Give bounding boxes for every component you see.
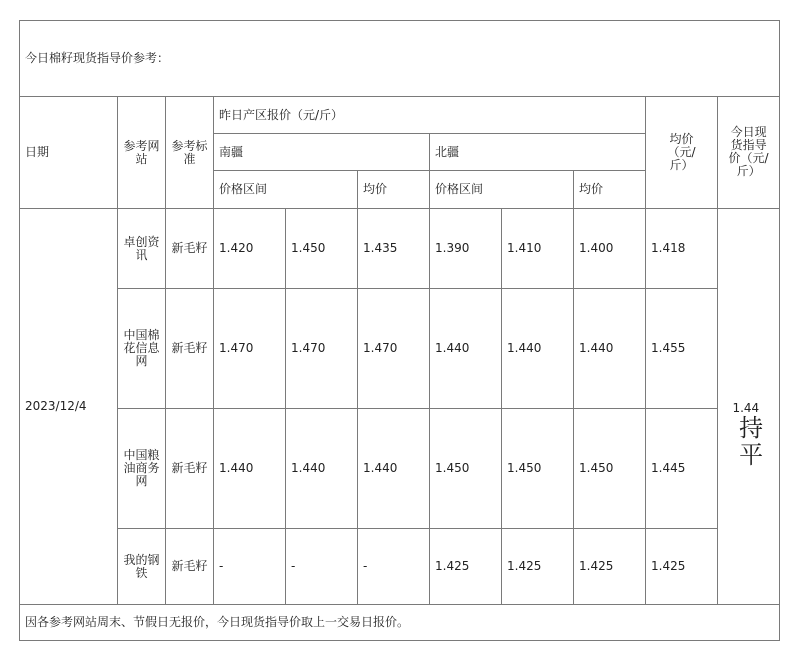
intro-text: 今日棉籽现货指导价参考： xyxy=(20,21,780,97)
standard-cell: 新毛籽 xyxy=(166,289,214,409)
north-high-price: 1.425 xyxy=(502,529,574,605)
south-avg-price: - xyxy=(358,529,430,605)
avg-price-cell: 1.445 xyxy=(646,409,718,529)
header-south-avg: 均价 xyxy=(358,171,430,209)
header-south-range: 价格区间 xyxy=(214,171,358,209)
guide-price-cell xyxy=(718,209,780,605)
standard-cell: 新毛籽 xyxy=(166,529,214,605)
north-low-price: 1.425 xyxy=(430,529,502,605)
south-avg-price: 1.440 xyxy=(358,409,430,529)
north-low-price: 1.450 xyxy=(430,409,502,529)
footnote: 因各参考网站周末、节假日无报价，今日现货指导价取上一交易日报价。 xyxy=(20,605,780,641)
avg-price-cell: 1.455 xyxy=(646,289,718,409)
standard-cell: 新毛籽 xyxy=(166,209,214,289)
guide-price-value: 1.44 xyxy=(732,401,760,415)
north-avg-price: 1.400 xyxy=(574,209,646,289)
header-date: 日期 xyxy=(20,97,118,209)
header-yesterday-quote: 昨日产区报价（元/斤） xyxy=(214,97,646,134)
south-low-price: 1.440 xyxy=(214,409,286,529)
north-avg-price: 1.425 xyxy=(574,529,646,605)
avg-price-cell: 1.418 xyxy=(646,209,718,289)
south-low-price: 1.470 xyxy=(214,289,286,409)
north-low-price: 1.440 xyxy=(430,289,502,409)
north-high-price: 1.450 xyxy=(502,409,574,529)
table-row xyxy=(20,289,780,409)
south-low-price: - xyxy=(214,529,286,605)
site-cell: 卓创资讯 xyxy=(118,209,166,289)
header-today-price: 今日现货指导价（元/斤） xyxy=(718,97,780,209)
header-site: 参考网站 xyxy=(118,97,166,209)
table-row xyxy=(20,409,780,529)
north-avg-price: 1.450 xyxy=(574,409,646,529)
south-low-price: 1.420 xyxy=(214,209,286,289)
table-row xyxy=(20,209,780,289)
header-north: 北疆 xyxy=(430,134,646,171)
site-cell: 中国棉花信息网 xyxy=(118,289,166,409)
trend-label: 持平 xyxy=(739,414,764,469)
south-high-price: 1.440 xyxy=(286,409,358,529)
header-south: 南疆 xyxy=(214,134,430,171)
site-cell: 中国粮油商务网 xyxy=(118,409,166,529)
south-high-price: 1.470 xyxy=(286,289,358,409)
table-row xyxy=(20,529,780,605)
standard-cell: 新毛籽 xyxy=(166,409,214,529)
header-north-range: 价格区间 xyxy=(430,171,574,209)
date-cell: 2023/12/4 xyxy=(20,209,118,605)
south-high-price: - xyxy=(286,529,358,605)
south-high-price: 1.450 xyxy=(286,209,358,289)
header-north-avg: 均价 xyxy=(574,171,646,209)
header-standard: 参考标准 xyxy=(166,97,214,209)
cottonseed-price-table xyxy=(19,20,780,641)
south-avg-price: 1.470 xyxy=(358,289,430,409)
north-high-price: 1.440 xyxy=(502,289,574,409)
north-avg-price: 1.440 xyxy=(574,289,646,409)
north-high-price: 1.410 xyxy=(502,209,574,289)
header-avg-price: 均价（元/斤） xyxy=(646,97,718,209)
south-avg-price: 1.435 xyxy=(358,209,430,289)
avg-price-cell: 1.425 xyxy=(646,529,718,605)
north-low-price: 1.390 xyxy=(430,209,502,289)
site-cell: 我的钢铁 xyxy=(118,529,166,605)
